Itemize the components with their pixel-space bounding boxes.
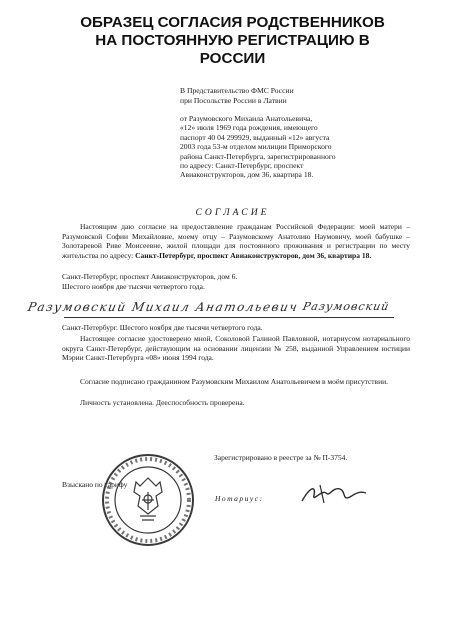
sender-block <box>180 114 380 180</box>
consent-text: Настоящим даю согласие на предоставление гражданам Российской Федерации: моей матери – Разумовской Софии Михайловне, моему отцу – Разумовскому Анатолию Наумовичу, моей бабушке – Золотаревой Риве Моисеевне, жилой площади для постоянного проживания и регистрации по месту жительства по адресу: <box>62 222 410 260</box>
signature-row <box>28 300 398 322</box>
handwritten-name: Разумовский Михаил Анатольевич <box>26 300 300 314</box>
date-line: Шестого ноября две тысячи четвертого года. <box>62 282 205 291</box>
document-title <box>40 14 425 68</box>
consent-paragraph <box>62 222 410 260</box>
notary-certification-paragraph <box>62 334 410 363</box>
title-line-3: РОССИИ <box>199 50 266 67</box>
signed-by-paragraph <box>62 377 410 387</box>
consent-heading: СОГЛАСИЕ <box>195 207 270 218</box>
sender-line: паспорт 40 04 299929, выданный «12» августа <box>180 132 330 142</box>
notary-certification-text: Настоящее согласие удостоверено мной, Соколовой Галиной Павловной, нотариусом нотариального округа Санкт-Петербург, действующим на основании лицензии № 258, выданной Управлением юстиции Мэрии Санкт-Петербурга «08» июня 1994 года. <box>62 334 410 363</box>
title-line-1: ОБРАЗЕЦ СОГЛАСИЯ РОДСТВЕННИКОВ <box>80 14 385 31</box>
identity-paragraph <box>62 398 410 408</box>
sender-line: района Санкт-Петербурга, зарегистрированного <box>180 151 336 161</box>
sender-line: по адресу: Санкт-Петербург, проспект <box>180 161 304 171</box>
registry-line: Зарегистрировано в реестре за № П-3754. <box>214 453 348 462</box>
identity-text: Личность установлена. Дееспособность проверена. <box>80 398 245 407</box>
signature-underline <box>64 317 394 318</box>
sender-line: «12» июля 1969 года рождения, имеющего <box>180 123 318 133</box>
notary-title: Нотариус: <box>215 494 264 503</box>
collected-line: Взыскано по тарифу <box>62 480 128 489</box>
notary-seal-icon <box>100 452 196 548</box>
place-line: Санкт-Петербург, проспект Авиаконструкторов, дом 6. <box>62 272 238 281</box>
notary-date-line: Санкт-Петербург. Шестого ноября две тысячи четвертого года. <box>62 323 263 332</box>
consent-address: Санкт-Петербург, проспект Авиаконструкторов, дом 36, квартира 18. <box>135 250 372 260</box>
signed-by-text: Согласие подписано гражданином Разумовским Михаилом Анатольевичем в моём присутствии. <box>80 377 389 386</box>
handwritten-signature-icon <box>296 481 372 507</box>
sender-line: Авиаконструкторов, дом 36, квартира 18. <box>180 170 314 180</box>
sender-line: 2003 года 53-м отделом милиции Приморского <box>180 142 332 152</box>
handwritten-signature-mark: Разумовский <box>301 300 391 313</box>
addressee-line-2: при Посольстве России в Латвии <box>180 95 287 105</box>
sender-line: от Разумовского Михаила Анатольевича, <box>180 114 313 123</box>
addressee-line-1: В Представительство ФМС России <box>180 86 294 95</box>
title-line-2: НА ПОСТОЯННУЮ РЕГИСТРАЦИЮ В <box>95 32 370 49</box>
addressee-block <box>180 86 380 105</box>
